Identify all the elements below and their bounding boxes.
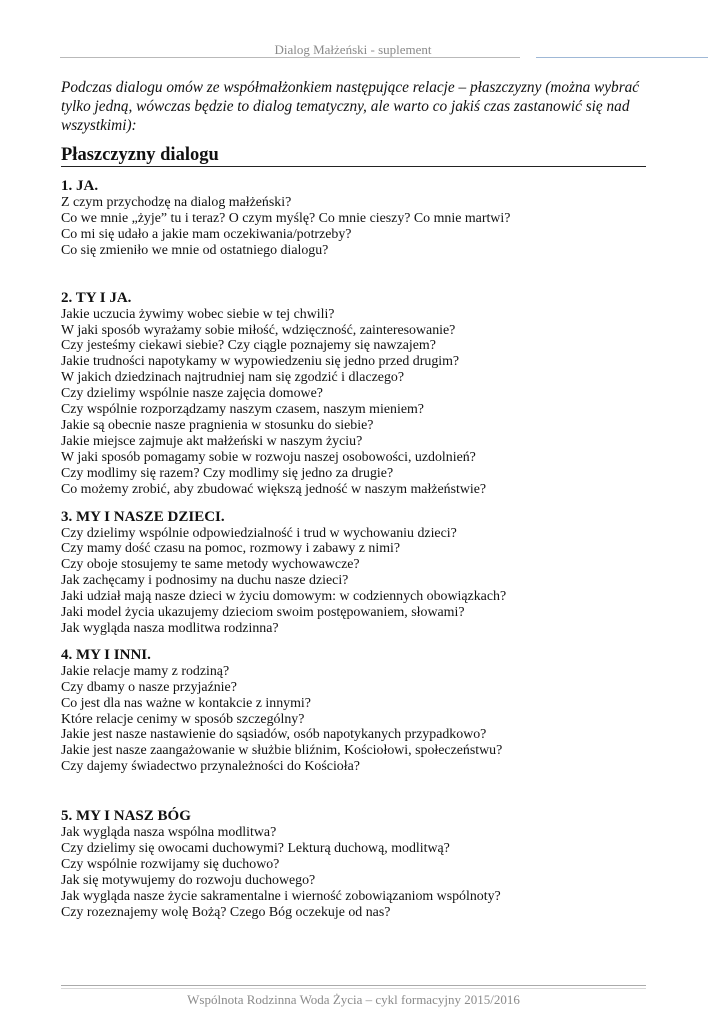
question-line: Jakie jest nasze nastawienie do sąsiadów, osób napotykanych przypadkowo?: [61, 727, 487, 743]
question-line: Czy rozeznajemy wolę Bożą? Czego Bóg oczekuje od nas?: [61, 904, 391, 920]
page-header: [60, 42, 646, 58]
header-rule-accent: [536, 57, 708, 58]
question-line: Czy dajemy świadectwo przynależności do Kościoła?: [61, 759, 360, 775]
group-heading: 1. JA.: [61, 178, 99, 194]
question-line: Jakie trudności napotykamy w wypowiedzeniu się jedno przed drugim?: [61, 354, 460, 370]
group-heading: 2. TY I JA.: [61, 289, 132, 306]
question-line: Jak wygląda nasze życie sakramentalne i wierność zobowiązaniom wspólnoty?: [61, 888, 501, 904]
question-line: Co we mnie „żyje” tu i teraz? O czym myślę? Co mnie cieszy? Co mnie martwi?: [61, 210, 511, 226]
question-line: Jaki model życia ukazujemy dzieciom swoim postępowaniem, słowami?: [61, 605, 465, 621]
question-line: Jakie są obecnie nasze pragnienia w stosunku do siebie?: [61, 417, 374, 433]
question-line: W jakich dziedzinach najtrudniej nam się zgodzić i dlaczego?: [61, 370, 404, 386]
question-line: Z czym przychodzę na dialog małżeński?: [61, 195, 292, 210]
question-line: Co się zmieniło we mnie od ostatniego dialogu?: [61, 242, 329, 258]
question-line: Czy wspólnie rozwijamy się duchowo?: [61, 857, 280, 872]
question-line: Jakie miejsce zajmuje akt małżeński w naszym życiu?: [61, 433, 363, 449]
question-line: Jakie uczucia żywimy wobec siebie w tej chwili?: [61, 306, 335, 322]
question-line: Czy modlimy się razem? Czy modlimy się jedno za drugie?: [61, 465, 394, 481]
question-line: W jaki sposób wyrażamy sobie miłość, wdzięczność, zainteresowanie?: [61, 322, 456, 338]
question-line: Co mi się udało a jakie mam oczekiwania/potrzeby?: [61, 226, 352, 242]
question-line: Czy mamy dość czasu na pomoc, rozmowy i zabawy z nimi?: [61, 541, 401, 557]
question-line: Jak wygląda nasza wspólna modlitwa?: [61, 825, 277, 841]
question-group-ty-i-ja: [61, 290, 661, 498]
question-line: W jaki sposób pomagamy sobie w rozwoju naszej osobowości, uzdolnień?: [61, 449, 476, 465]
question-line: Czy oboje stosujemy te same metody wychowawcze?: [61, 557, 360, 573]
question-line: Czy dzielimy się owocami duchowymi? Lekturą duchową, modlitwą?: [61, 841, 450, 857]
question-line: Czy wspólnie rozporządzamy naszym czasem, naszym mieniem?: [61, 402, 424, 418]
question-line: Czy dzielimy wspólnie odpowiedzialność i trud w wychowaniu dzieci?: [61, 525, 457, 541]
footer-rule: [61, 985, 646, 986]
header-title: Dialog Małżeński - suplement: [274, 42, 432, 57]
header-rule: [60, 57, 520, 58]
group-heading: 5. MY I NASZ BÓG: [61, 808, 191, 825]
question-line: Jak się motywujemy do rozwoju duchowego?: [61, 872, 316, 888]
question-group-my-i-nasz-bog: [61, 808, 661, 920]
question-line: Jaki udział mają nasze dzieci w życiu domowym: w codziennych obowiązkach?: [61, 589, 507, 605]
questions-content: [61, 178, 661, 921]
question-line: Które relacje cenimy w sposób szczególny?: [61, 711, 305, 727]
question-line: Czy dzielimy wspólnie nasze zajęcia domowe?: [61, 386, 323, 402]
question-line: Co jest dla nas ważne w kontakcie z innymi?: [61, 695, 311, 711]
question-line: Jak zachęcamy i podnosimy na duchu nasze dzieci?: [61, 573, 349, 589]
question-line: Czy dbamy o nasze przyjaźnie?: [61, 679, 237, 695]
section-title: Płaszczyzny dialogu: [61, 144, 646, 167]
group-heading: 4. MY I INNI.: [61, 646, 151, 663]
intro-paragraph: Podczas dialogu omów ze współmałżonkiem następujące relacje – płaszczyzny (można wybrać tylko jedną, wówczas będzie to dialog tematyczny, ale warto co jakiś czas zastanowić się nad wszystkimi):: [61, 79, 640, 134]
question-line: Jakie relacje mamy z rodziną?: [61, 663, 230, 679]
question-line: Czy jesteśmy ciekawi siebie? Czy ciągle poznajemy się nawzajem?: [61, 338, 436, 354]
footer-rule-secondary: [61, 988, 646, 989]
question-group-my-i-nasze-dzieci: [61, 509, 661, 637]
group-heading: 3. MY I NASZE DZIECI.: [61, 508, 225, 525]
footer-text: Wspólnota Rodzinna Woda Życia – cykl formacyjny 2015/2016: [187, 992, 520, 1007]
question-group-ja: [61, 178, 661, 259]
question-line: Jak wygląda nasza modlitwa rodzinna?: [61, 620, 279, 636]
question-line: Co możemy zrobić, aby zbudować większą jedność w naszym małżeństwie?: [61, 481, 487, 497]
question-group-my-i-inni: [61, 647, 661, 775]
question-line: Jakie jest nasze zaangażowanie w służbie bliźnim, Kościołowi, społeczeństwu?: [61, 743, 503, 759]
